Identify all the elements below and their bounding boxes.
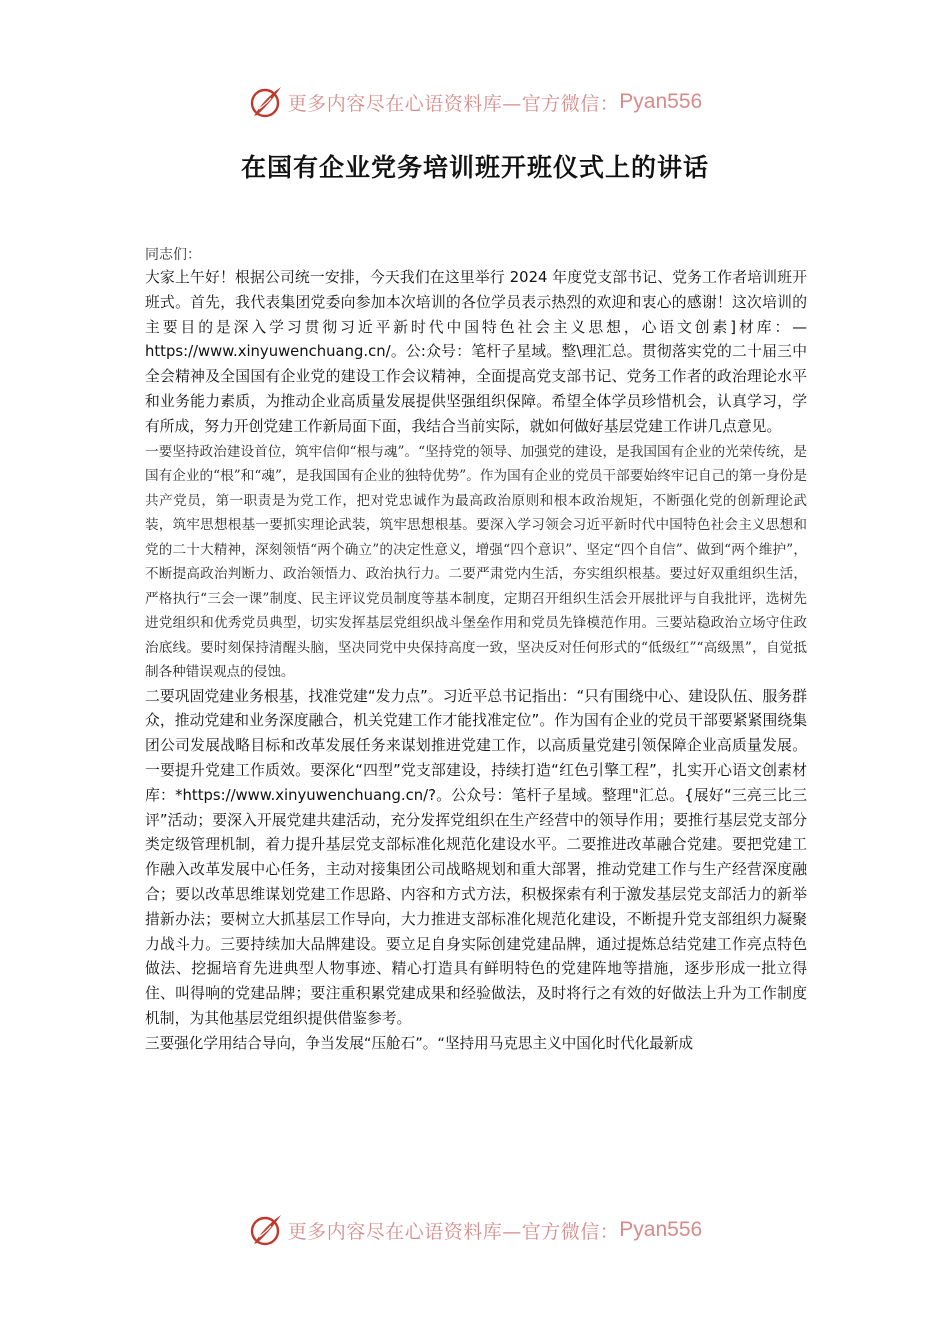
greeting: 同志们： (145, 247, 201, 263)
paragraph-point-two: 二要巩固党建业务根基，找准党建“发力点”。习近平总书记指出：“只有围绕中心、建设队伍、服务群众，推动党建和业务深度融合，机关党建工作才能找准定位”。作为国有企业的党员干部要紧紧围绕集团公司发展战略目标和改革发展任务来谋划推进党建工作，以高质量党建引领保障企业高质量发展。一要提升党建工作质效。要深化“四型”党支部建设，持续打造“红色引擎工程”，扎实开心语文创素材库：*https://www.xinyuwenchuang.cn/?。公众号：笔杆子星域。整理"汇总。{展好“三亮三比三评”活动；要深入开展党建共建活动，充分发挥党组织在生产经营中的领导作用；要推行基层党支部分类定级管理机制，着力提升基层党支部标准化规范化建设水平。二要推进改革融合党建。要把党建工作融入改革发展中心任务，主动对接集团公司战略规划和重大部署，推动党建工作与生产经营深度融合；要以改革思维谋划党建工作思路、内容和方式方法，积极探索有利于激发基层党支部活力的新举措新办法；要树立大抓基层工作导向，大力推进支部标准化规范化建设，不断提升党支部组织力凝聚力战斗力。三要持续加大品牌建设。要立足自身实际创建党建品牌，通过提炼总结党建工作亮点特色做法、挖掘培育先进典型人物事迹、精心打造具有鲜明特色的党建阵地等措施，逐步形成一批立得住、叫得响的党建品牌；要注重积累党建成果和经验做法，及时将行之有效的好做法上升为工作制度机制，为其他基层党组织提供借鉴参考。 (145, 687, 807, 1027)
document-title: 在国有企业党务培训班开班仪式上的讲话 (240, 153, 709, 182)
paragraph-point-three: 三要强化学用结合导向，争当发展“压舱石”。“坚持用马克思主义中国化时代化最新成 (145, 1034, 694, 1052)
banner-text: 更多内容尽在心语资料库—官方微信： (287, 92, 620, 115)
banner-wechat-id: Pyan556 (619, 90, 703, 113)
header-watermark-banner (0, 82, 950, 122)
pen-logo-icon (248, 84, 284, 120)
pen-logo-icon (248, 1212, 284, 1248)
banner-wechat-id: Pyan556 (619, 1218, 703, 1241)
footer-watermark-banner (0, 1210, 950, 1250)
banner-text: 更多内容尽在心语资料库—官方微信： (287, 1220, 620, 1243)
document-body (145, 244, 807, 1057)
paragraph-point-one: 一要坚持政治建设首位，筑牢信仰“根与魂”。“坚持党的领导、加强党的建设，是我国国有企业的光荣传统，是国有企业的“根”和“魂”，是我国国有企业的独特优势”。作为国有企业的党员干部要始终牢记自己的第一身份是共产党员，第一职责是为党工作，把对党忠诚作为最高政治原则和根本政治规矩，不断强化党的创新理论武装，筑牢思想根基一要抓实理论武装，筑牢思想根基。要深入学习领会习近平新时代中国特色社会主义思想和党的二十大精神，深刻领悟“两个确立”的决定性意义，增强“四个意识”、坚定“四个自信”、做到“两个维护”，不断提高政治判断力、政治领悟力、政治执行力。二要严肃党内生活，夯实组织根基。要过好双重组织生活，严格执行“三会一课”制度、民主评议党员制度等基本制度，定期召开组织生活会开展批评与自我批评，选树先进党组织和优秀党员典型，切实发挥基层党组织战斗堡垒作用和党员先锋模范作用。三要站稳政治立场守住政治底线。要时刻保持清醒头脑，坚决同党中央保持高度一致，坚决反对任何形式的“低级红”“高级黑”，自觉抵制各种错误观点的侵蚀。 (145, 443, 807, 681)
paragraph-opening: 大家上午好！根据公司统一安排，今天我们在这里举行 2024 年度党支部书记、党务工作者培训班开班式。首先，我代表集团党委向参加本次培训的各位学员表示热烈的欢迎和衷心的感谢！这次培训的主要目的是深入学习贯彻习近平新时代中国特色社会主义思想，心语文创素]材库：—https://www.xinyuwenchuang.cn/。公:众号：笔杆子星域。整\理汇总。贯彻落实党的二十届三中全会精神及全国国有企业党的建设工作会议精神，全面提高党支部书记、党务工作者的政治理论水平和业务能力素质，为推动企业高质量发展提供坚强组织保障。希望全体学员珍惜机会，认真学习，学有所成，努力开创党建工作新局面下面，我结合当前实际，就如何做好基层党建工作讲几点意见。 (145, 269, 807, 435)
